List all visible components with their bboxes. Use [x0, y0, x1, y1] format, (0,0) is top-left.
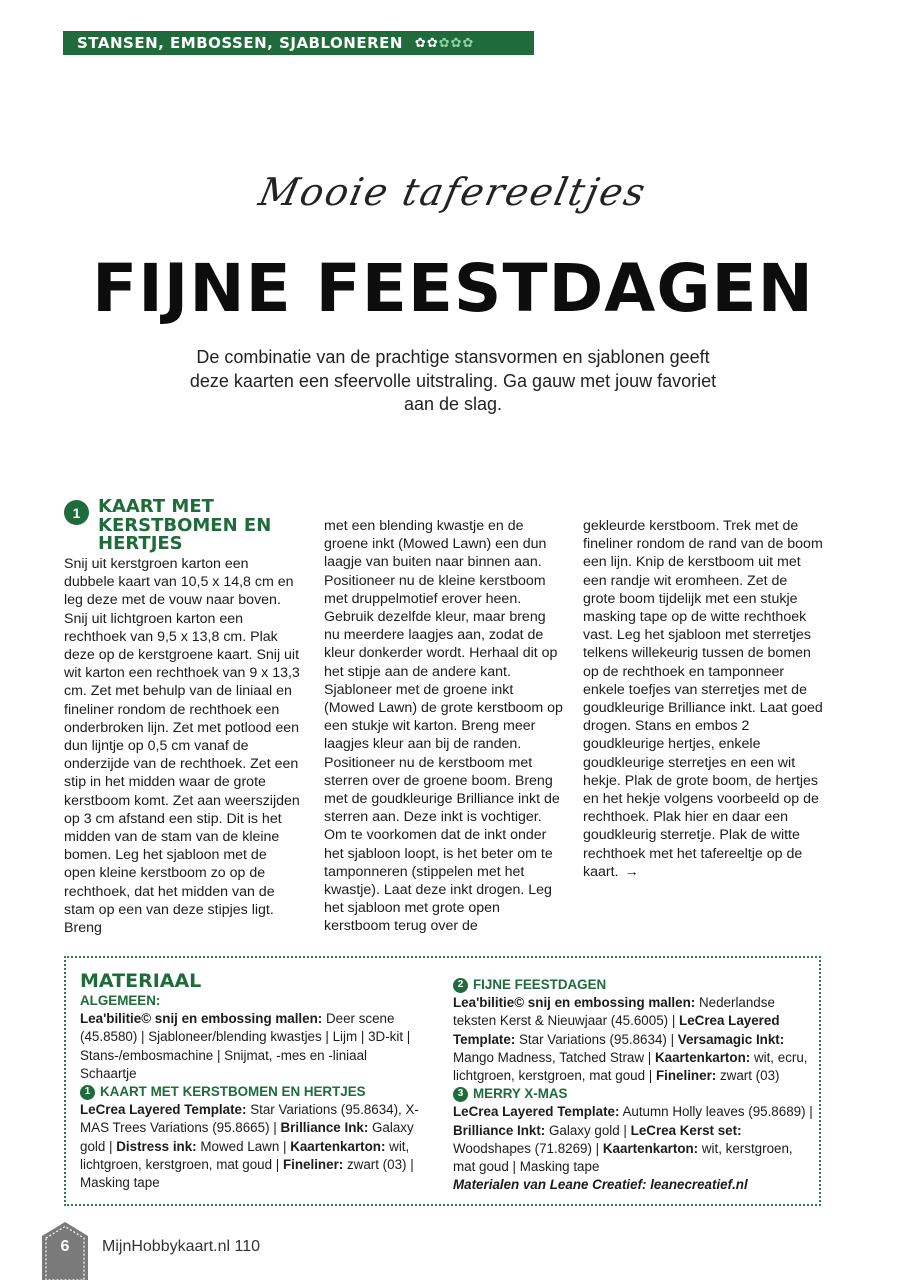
- materials-card3-text: LeCrea Layered Template: Autumn Holly leaves (95.8689) | Brilliance Inkt: Galaxy gold | LeCrea Kerst set: Woodshapes (71.8269) | Kaartenkarton: wit, kerstgroen, mat goud | Masking tape: [453, 1104, 813, 1175]
- materials-card1-heading: 1 KAART MET KERSTBOMEN EN HERTJES: [80, 1083, 425, 1101]
- card2-number-badge: 2: [453, 978, 468, 993]
- body-column-1: Snij uit kerstgroen karton een dubbele kaart van 10,5 x 14,8 cm en leg deze met de vouw naar boven. Snij uit lichtgroen karton een rechthoek van 9,5 x 13,8 cm. Plak deze op de kerstgroene kaart. Snij uit wit karton een rechthoek van 9 x 13,3 cm. Zet met behulp van de liniaal en fineliner rondom de rechthoek een onderbroken lijn. Zet met potlood een dun lijntje op 0,5 cm vanaf de onderzijde van de rechthoek. Zet een stip in het midden waar de grote kerstboom komt. Zet aan weerszijden op 3 cm afstand een stip. Dit is het midden van de stam van de kleine bomen. Leg het sjabloon met de open kleine kerstboom zo op de rechthoek, dat het midden van de stam op een van deze stipjes ligt. Breng: [64, 556, 300, 937]
- materials-general-text: Lea'bilitie© snij en embossing mallen: Deer scene (45.8580) | Sjabloneer/blending kwastjes | Lijm | 3D-kit | Stans-/embosmachine | Snijmat, -mes en -liniaal Schaartje: [80, 1011, 411, 1081]
- body-column-2: met een blending kwastje en de groene inkt (Mowed Lawn) een dun laagje van buiten naar binnen aan. Positioneer nu de kleine kerstboom met druppelmotief erover heen. Gebruik dezelfde kleur, maar breng nu meerdere laagjes aan, zodat de kleur donkerder wordt. Herhaal dit op het stipje aan de andere kant. Sjabloneer met de groene inkt (Mowed Lawn) de grote kerstboom op een stukje wit karton. Breng meer laagjes kleur aan bij de randen. Positioneer nu de kerstboom met sterren over de groene boom. Breng met de goudkleurige Brilliance inkt de sterren aan. Deze inkt is vochtiger. Om te voorkomen dat de inkt onder het sjabloon loopt, is het beter om te tamponneren (stippelen met het kwastje). Laat deze inkt drogen. Leg het sjabloon met grote open kerstboom terug over de: [324, 518, 563, 935]
- card3-number-badge: 3: [453, 1087, 468, 1102]
- card1-number-badge: 1: [80, 1085, 95, 1100]
- materials-card3-heading: 3 MERRY X-MAS: [453, 1085, 813, 1103]
- section-banner: [63, 31, 534, 55]
- materials-credit: Materialen van Leane Creatief: leanecreatief.nl: [453, 1177, 748, 1193]
- continue-arrow-icon: →: [624, 863, 639, 880]
- materials-general-label: ALGEMEEN:: [80, 993, 161, 1008]
- article-title: FIJNE FEESTDAGEN: [92, 250, 814, 327]
- magazine-issue: MijnHobbykaart.nl 110: [102, 1238, 261, 1255]
- materials-right-column: [453, 976, 813, 1194]
- page-number: 6: [60, 1238, 70, 1255]
- materials-left-column: [80, 970, 425, 1192]
- materials-title: MATERIAAL: [80, 970, 202, 992]
- flower-decoration-icon: ✿✿✿✿✿: [414, 35, 475, 51]
- page-footer: [42, 1222, 342, 1280]
- section-heading: [64, 498, 304, 554]
- step-number-badge: 1: [64, 500, 89, 525]
- materials-card2-heading: 2 FIJNE FEESTDAGEN: [453, 976, 813, 994]
- materials-box: [64, 956, 821, 1206]
- section-title: KAART MET KERSTBOMEN EN HERTJES: [98, 496, 272, 554]
- article-kicker: Mooie tafereeltjes: [255, 170, 651, 214]
- section-label: STANSEN, EMBOSSEN, SJABLONEREN: [77, 34, 403, 52]
- body-column-3: [583, 517, 823, 881]
- materials-card2-text: Lea'bilitie© snij en embossing mallen: Nederlandse teksten Kerst & Nieuwjaar (45.6005) | LeCrea Layered Template: Star Variations (95.8634) | Versamagic Inkt: Mango Madness, Tatched Straw | Kaartenkarton: wit, ecru, lichtgroen, kerstgroen, mat goud | Fineliner: zwart (03): [453, 995, 808, 1084]
- article-intro: De combinatie van de prachtige stansvormen en sjablonen geeft deze kaarten een sfeervolle uitstraling. Ga gauw met jouw favoriet aan de slag.: [189, 347, 717, 414]
- body-column-3-text: gekleurde kerstboom. Trek met de fineliner rondom de rand van de boom een lijn. Knip de kerstboom uit met een randje wit eromheen. Zet de grote boom tijdelijk met een stukje masking tape op de witte rechthoek vast. Leg het sjabloon met sterretjes telkens willekeurig tussen de bomen op de rechthoek en tamponneer enkele toefjes van sterretjes met de goudkleurige Brilliance inkt. Laat goed drogen. Stans en embos 2 goudkleurige hertjes, enkele goudkleurige sterretjes en een wit hekje. Plak de grote boom, de hertjes en het hekje volgens voorbeeld op de rechthoek. Plak hier en daar een goudkleurig sterretje. Plak de witte rechthoek met het tafereeltje op de kaart.: [583, 518, 823, 880]
- materials-card1-text: LeCrea Layered Template: Star Variations (95.8634), X-MAS Trees Variations (95.8665) | Brilliance Ink: Galaxy gold | Distress ink: Mowed Lawn | Kaartenkarton: wit, lichtgroen, kerstgroen, mat goud | Fineliner: zwart (03) | Masking tape: [80, 1102, 419, 1191]
